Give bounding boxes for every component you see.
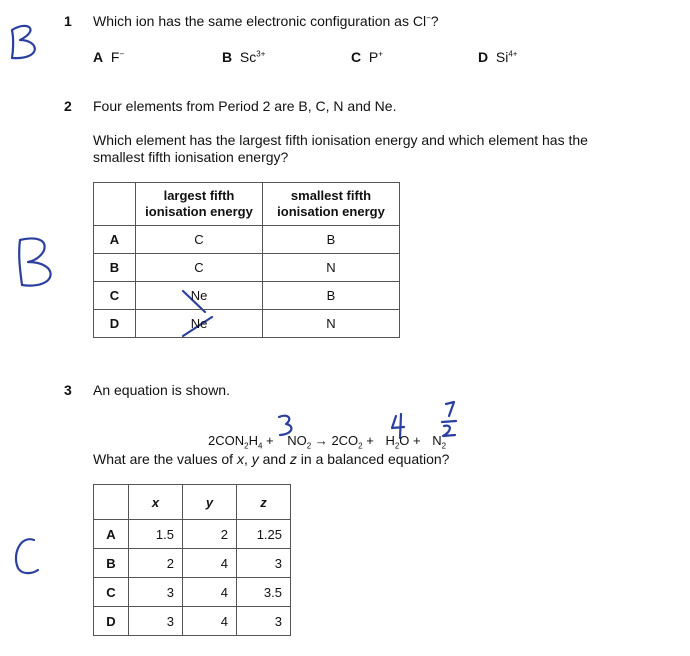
subscript: 2 bbox=[306, 441, 312, 451]
x-cell: 1.5 bbox=[129, 520, 183, 549]
largest-cell: Ne bbox=[136, 282, 263, 310]
option-letter: D bbox=[478, 49, 489, 65]
option-d[interactable] bbox=[478, 49, 517, 65]
x-header: x bbox=[129, 485, 183, 520]
option-letter: B bbox=[222, 49, 233, 65]
question-2-table bbox=[93, 182, 400, 338]
superscript: + bbox=[378, 49, 383, 59]
x-cell: 3 bbox=[129, 607, 183, 636]
y-cell: 4 bbox=[183, 549, 237, 578]
x-cell: 2 bbox=[129, 549, 183, 578]
z-header: z bbox=[237, 485, 291, 520]
eq-plus: + bbox=[362, 433, 378, 448]
question-1-number: 1 bbox=[64, 13, 72, 29]
smallest-cell: N bbox=[263, 310, 400, 338]
superscript: 4+ bbox=[508, 49, 518, 59]
subscript: 2 bbox=[358, 441, 363, 451]
x-cell: 3 bbox=[129, 578, 183, 607]
var-y: y bbox=[251, 451, 259, 467]
chemical-equation bbox=[208, 418, 446, 451]
table-row[interactable] bbox=[94, 578, 291, 607]
row-letter: A bbox=[94, 226, 136, 254]
z-cell: 1.25 bbox=[237, 520, 291, 549]
table-row[interactable] bbox=[94, 549, 291, 578]
q3-text-part: , bbox=[243, 451, 252, 467]
eq-plus: + bbox=[409, 433, 425, 448]
option-value: P bbox=[368, 49, 379, 65]
table-header-row bbox=[94, 183, 400, 226]
largest-header: largest fifth ionisation energy bbox=[136, 183, 263, 226]
blank-header bbox=[94, 485, 129, 520]
question-2-intro: Four elements from Period 2 are B, C, N and Ne. bbox=[93, 98, 397, 114]
question-3-number: 3 bbox=[64, 382, 72, 398]
question-1-stem: Which ion has the same electronic configuration as Cl bbox=[93, 13, 427, 29]
option-letter: A bbox=[93, 49, 104, 65]
option-a[interactable] bbox=[93, 49, 124, 65]
superscript: − bbox=[426, 13, 431, 23]
q3-text-part: in a balanced equation? bbox=[296, 451, 450, 467]
eq-arrow: → bbox=[311, 433, 332, 448]
eq-part: N bbox=[432, 433, 442, 448]
table-row[interactable] bbox=[94, 254, 400, 282]
superscript: 3+ bbox=[256, 49, 266, 59]
smallest-cell: B bbox=[263, 226, 400, 254]
largest-cell: C bbox=[136, 254, 263, 282]
subscript: 4 bbox=[257, 441, 263, 451]
q3-text-part: What are the values of bbox=[93, 451, 237, 467]
var-x: x bbox=[236, 451, 244, 467]
row-letter: B bbox=[94, 549, 129, 578]
table-header-row bbox=[94, 485, 291, 520]
blank-header bbox=[94, 183, 136, 226]
var-z: z bbox=[289, 451, 297, 467]
option-value: F bbox=[110, 49, 120, 65]
eq-part: NO bbox=[287, 433, 307, 448]
table-row[interactable] bbox=[94, 282, 400, 310]
option-c[interactable] bbox=[351, 49, 383, 65]
eq-part: 2CON bbox=[208, 433, 245, 448]
question-2-text: Which element has the largest fifth ionisation energy and which element has the smallest fifth ionisation energy? bbox=[93, 132, 588, 165]
z-cell: 3 bbox=[237, 549, 291, 578]
y-header: y bbox=[183, 485, 237, 520]
eq-part: 2CO bbox=[331, 433, 359, 448]
question-3-text bbox=[93, 451, 449, 467]
z-cell: 3.5 bbox=[237, 578, 291, 607]
row-letter: D bbox=[94, 310, 136, 338]
y-cell: 4 bbox=[183, 578, 237, 607]
y-cell: 4 bbox=[183, 607, 237, 636]
smallest-cell: N bbox=[263, 254, 400, 282]
option-b[interactable] bbox=[222, 49, 265, 65]
row-letter: C bbox=[94, 578, 129, 607]
option-value: Sc bbox=[239, 49, 257, 65]
question-3-intro: An equation is shown. bbox=[93, 382, 230, 398]
smallest-cell: B bbox=[263, 282, 400, 310]
subscript: 2 bbox=[244, 441, 249, 451]
question-mark: ? bbox=[430, 13, 439, 29]
row-letter: B bbox=[94, 254, 136, 282]
q3-text-part: and bbox=[258, 451, 290, 467]
eq-part: H bbox=[385, 433, 395, 448]
row-letter: C bbox=[94, 282, 136, 310]
row-letter: A bbox=[94, 520, 129, 549]
subscript: 2 bbox=[441, 441, 447, 451]
eq-part: H bbox=[248, 433, 258, 448]
question-1-text bbox=[93, 13, 439, 29]
table-row[interactable] bbox=[94, 310, 400, 338]
subscript: 2 bbox=[394, 441, 400, 451]
superscript: − bbox=[119, 49, 125, 59]
largest-cell: C bbox=[136, 226, 263, 254]
smallest-header: smallest fifth ionisation energy bbox=[263, 183, 400, 226]
y-cell: 2 bbox=[183, 520, 237, 549]
z-cell: 3 bbox=[237, 607, 291, 636]
option-letter: C bbox=[351, 49, 362, 65]
table-row[interactable] bbox=[94, 520, 291, 549]
table-row[interactable] bbox=[94, 226, 400, 254]
table-row[interactable] bbox=[94, 607, 291, 636]
eq-part: O bbox=[399, 433, 410, 448]
largest-cell: Ne bbox=[136, 310, 263, 338]
question-3-table bbox=[93, 484, 291, 636]
eq-plus: + bbox=[262, 433, 278, 448]
row-letter: D bbox=[94, 607, 129, 636]
option-value: Si bbox=[495, 49, 509, 65]
question-2-number: 2 bbox=[64, 98, 72, 114]
